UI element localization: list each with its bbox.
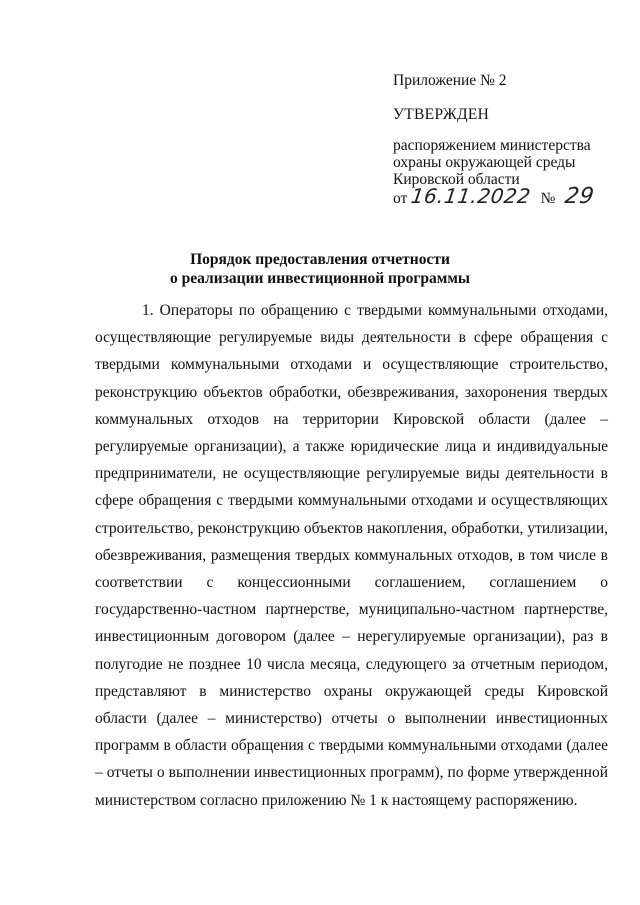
number-sign: № <box>540 190 556 207</box>
handwritten-order-number: 29 <box>563 184 597 209</box>
issuer-line-3: Кировской области <box>393 171 520 188</box>
approval-block <box>393 72 623 207</box>
date-prefix: от <box>393 190 408 207</box>
appendix-number: Приложение № 2 <box>393 72 507 89</box>
body-paragraph-1: 1. Операторы по обращению с твердыми коммунальными отходами, осуществляющие регулируемые виды деятельности в сфере обращения с твердыми коммунальными отходами и осуществляющие строительство, реконструкцию объектов обработки, обезвреживания, захоронения твердых коммунальных отходов на территории Кировской области (далее – регулируемые организации), а также юридические лица и индивидуальные предприниматели, не осуществляющие регулируемые виды деятельности в сфере обращения с твердыми коммунальными отходами и осуществляющих строительство, реконструкцию объектов накопления, обработки, утилизации, обезвреживания, размещения твердых коммунальных отходов, в том числе в соответствии с концессионными соглашением, соглашением о государственно-частном партнерстве, муниципально-частном партнерстве, инвестиционным договором (далее – нерегулируемые организации), раз в полугодие не позднее 10 числа месяца, следующего за отчетным периодом, представляют в министерство охраны окружающей среды Кировской области (далее – министерство) отчеты о выполнении инвестиционных программ в области обращения с твердыми коммунальными отходами (далее – отчеты о выполнении инвестиционных программ), по форме утвержденной министерством согласно приложению № 1 к настоящему распоряжению. <box>95 302 608 809</box>
handwritten-date: 16.11.2022 <box>409 184 533 208</box>
approved-stamp-text: УТВЕРЖДЕН <box>393 106 490 123</box>
issuer-line-2: охраны окружающей среды <box>393 154 576 171</box>
title-line-1: Порядок предоставления отчетности <box>190 251 450 268</box>
title-line-2: о реализации инвестиционной программы <box>170 270 470 287</box>
issuer-line-1: распоряжением министерства <box>393 137 591 154</box>
document-title <box>0 250 640 288</box>
order-date-line <box>393 184 623 209</box>
